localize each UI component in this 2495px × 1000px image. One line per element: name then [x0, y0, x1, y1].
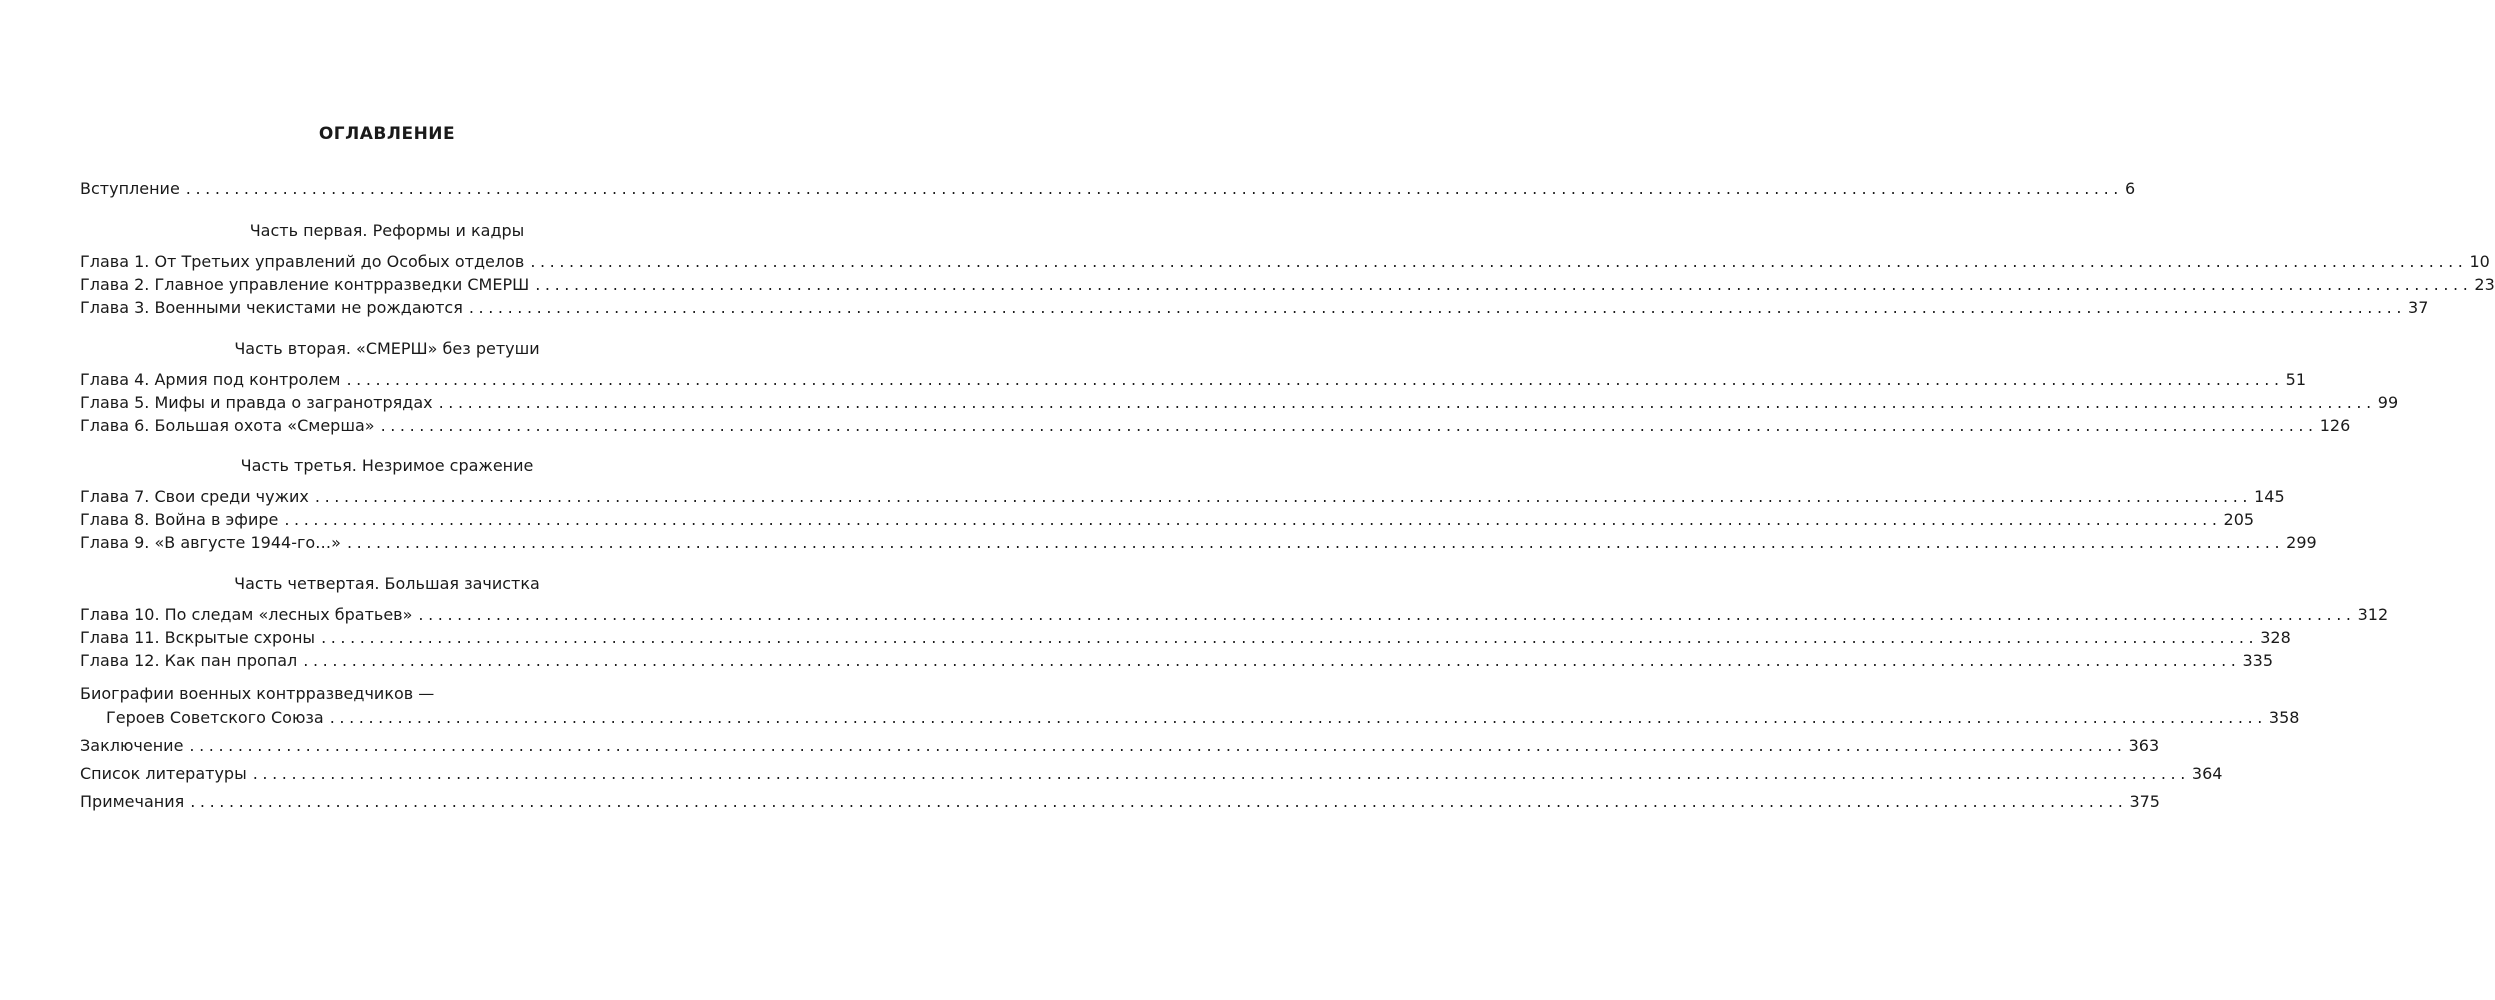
toc-entry-chapter-11 — [80, 627, 2291, 649]
toc-entry-label: Вступление — [80, 179, 180, 198]
leader-dots: ........................................................................................................................................................................................................ — [252, 764, 2190, 783]
toc-entry-label: Глава 1. От Третьих управлений до Особых отделов — [80, 252, 525, 271]
toc-entry-label: Глава 12. Как пан пропал — [80, 651, 298, 670]
toc-entry-page: 364 — [2191, 764, 2223, 783]
leader-dots: ........................................................................................................................................................................................................ — [468, 298, 2407, 317]
toc-entry-page: 363 — [2128, 736, 2160, 755]
toc-entry-page: 23 — [2474, 275, 2495, 294]
toc-entry-page: 358 — [2268, 708, 2300, 727]
toc-title: ОГЛАВЛЕНИЕ — [318, 124, 456, 144]
leader-dots: ........................................................................................................................................................................................................ — [189, 736, 2127, 755]
toc-entry-chapter-3 — [80, 297, 2429, 319]
toc-entry-page: 51 — [2285, 370, 2307, 389]
toc-entry-chapter-10 — [80, 604, 2389, 626]
toc-entry-page: 6 — [2124, 179, 2136, 198]
toc-entry-label: Глава 3. Военными чекистами не рождаются — [80, 298, 463, 317]
leader-dots: ........................................................................................................................................................................................................ — [346, 533, 2285, 552]
toc-entry-label: Глава 2. Главное управление контрразведки СМЕРШ — [80, 275, 530, 294]
leader-dots: ........................................................................................................................................................................................................ — [380, 416, 2318, 435]
toc-entry-label: Глава 10. По следам «лесных братьев» — [80, 605, 413, 624]
toc-entry-chapter-7 — [80, 486, 2285, 508]
toc-entry-chapter-4 — [80, 369, 2307, 391]
leader-dots: ........................................................................................................................................................................................................ — [418, 605, 2356, 624]
toc-entry-label: Глава 11. Вскрытые схроны — [80, 628, 316, 647]
leader-dots: ........................................................................................................................................................................................................ — [284, 510, 2222, 529]
toc-entry-page: 328 — [2260, 628, 2291, 647]
toc-entry-page: 299 — [2286, 533, 2317, 552]
toc-entry-label: Глава 8. Война в эфире — [80, 510, 279, 529]
toc-entry-chapter-8 — [80, 509, 2255, 531]
toc-entry-label: Глава 4. Армия под контролем — [80, 370, 341, 389]
toc-entry-label: Глава 6. Большая охота «Смерша» — [80, 416, 375, 435]
leader-dots: ........................................................................................................................................................................................................ — [303, 651, 2241, 670]
toc-entry-label: Заключение — [80, 736, 184, 755]
toc-entry-chapter-12 — [80, 650, 2273, 672]
toc-entry-label: Список литературы — [80, 764, 247, 783]
toc-entry-page: 10 — [2469, 252, 2490, 271]
leader-dots: ........................................................................................................................................................................................................ — [314, 487, 2253, 506]
toc-entry-page: 375 — [2129, 792, 2160, 811]
toc-entry-intro — [80, 178, 2136, 200]
part-heading-1: Часть первая. Реформы и кадры — [249, 221, 525, 240]
toc-entry-label: Героев Советского Союза — [106, 708, 324, 727]
toc-entry-page: 145 — [2254, 487, 2285, 506]
leader-dots: ........................................................................................................................................................................................................ — [535, 275, 2473, 294]
part-heading-4: Часть четвертая. Большая зачистка — [234, 574, 540, 593]
toc-entry-biographies-line1: Биографии военных контрразведчиков — — [80, 684, 435, 703]
toc-entry-biographies — [80, 707, 2300, 729]
toc-entry-page: 312 — [2357, 605, 2389, 624]
toc-entry-page: 126 — [2319, 416, 2351, 435]
leader-dots: ........................................................................................................................................................................................................ — [190, 792, 2128, 811]
toc-entry-chapter-6 — [80, 415, 2351, 437]
part-heading-2: Часть вторая. «СМЕРШ» без ретуши — [234, 339, 540, 358]
toc-entry-chapter-9 — [80, 532, 2317, 554]
toc-entry-label: Глава 9. «В августе 1944-го…» — [80, 533, 341, 552]
leader-dots: ........................................................................................................................................................................................................ — [185, 179, 2123, 198]
toc-entry-page: 335 — [2242, 651, 2273, 670]
toc-entry-page: 205 — [2223, 510, 2255, 529]
leader-dots: ........................................................................................................................................................................................................ — [438, 393, 2376, 412]
toc-entry-page: 99 — [2377, 393, 2399, 412]
leader-dots: ........................................................................................................................................................................................................ — [329, 708, 2267, 727]
toc-entry-conclusion — [80, 735, 2160, 757]
toc-entry-chapter-1 — [80, 251, 2490, 273]
leader-dots: ........................................................................................................................................................................................................ — [346, 370, 2284, 389]
toc-entry-label: Глава 5. Мифы и правда о загранотрядах — [80, 393, 433, 412]
leader-dots: ........................................................................................................................................................................................................ — [321, 628, 2259, 647]
toc-entry-label: Примечания — [80, 792, 185, 811]
part-heading-3: Часть третья. Незримое сражение — [240, 456, 534, 475]
toc-entry-page: 37 — [2408, 298, 2429, 317]
leader-dots: ........................................................................................................................................................................................................ — [530, 252, 2468, 271]
toc-entry-chapter-5 — [80, 392, 2399, 414]
toc-entry-notes — [80, 791, 2160, 813]
toc-entry-label: Глава 7. Свои среди чужих — [80, 487, 309, 506]
toc-entry-chapter-2 — [80, 274, 2495, 296]
toc-entry-bibliography — [80, 763, 2223, 785]
